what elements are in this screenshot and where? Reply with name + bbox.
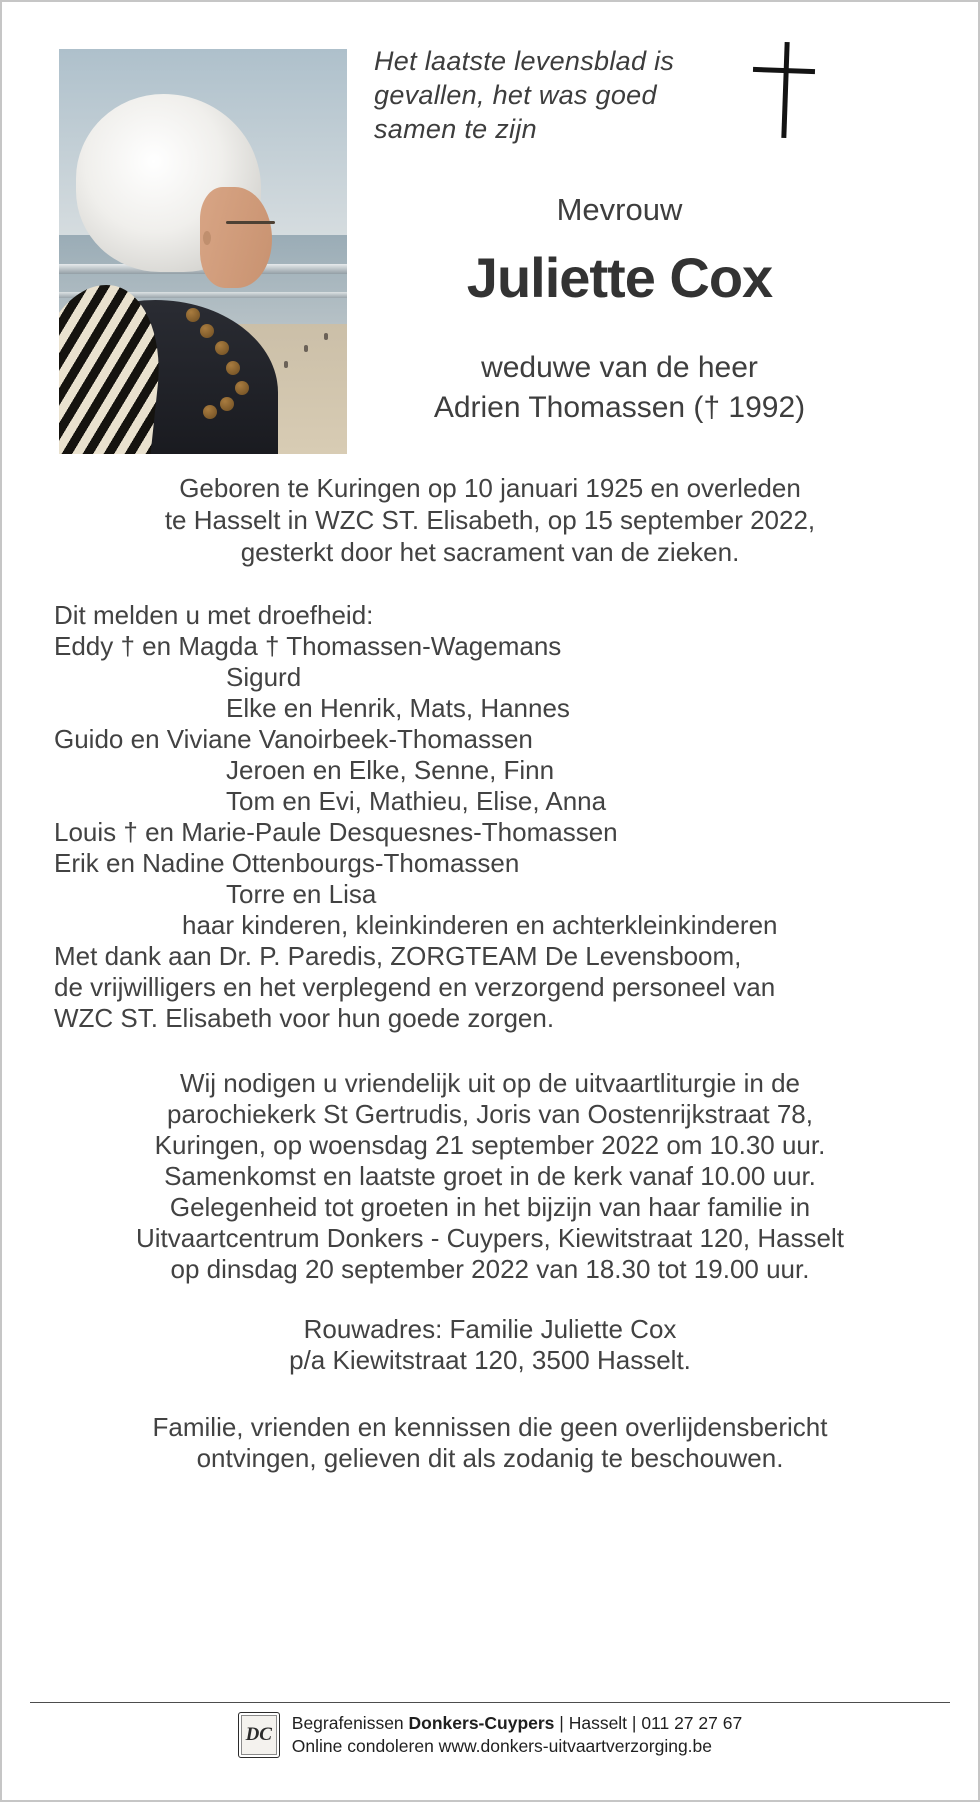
notice-line: Familie, vrienden en kennissen die geen overlijdensbericht	[152, 1412, 828, 1442]
invitation-line: Wij nodigen u vriendelijk uit op de uitvaartliturgie in de	[179, 1068, 800, 1098]
widow-of-lines	[347, 348, 892, 428]
family-line: Torre en Lisa	[226, 879, 377, 909]
notice-paragraph	[54, 1412, 926, 1474]
notice-line: ontvingen, gelieven dit als zodanig te beschouwen.	[196, 1443, 784, 1473]
footer-divider	[30, 1702, 950, 1703]
footer-line-2: Online condoleren www.donkers-uitvaartverzorging.be	[291, 1736, 713, 1756]
family-line: Tom en Evi, Mathieu, Elise, Anna	[226, 786, 607, 816]
family-line: Eddy † en Magda † Thomassen-Wagemans	[54, 631, 562, 661]
family-line: Sigurd	[226, 662, 302, 692]
footer-text	[292, 1712, 742, 1758]
mourning-address	[54, 1314, 926, 1376]
quote-line: samen te zijn	[374, 114, 537, 144]
footer	[2, 1712, 978, 1758]
portrait-photo	[59, 49, 347, 454]
family-section	[54, 600, 926, 1034]
family-line: Jeroen en Elke, Senne, Finn	[226, 755, 555, 785]
quote-line: gevallen, het was goed	[374, 80, 657, 110]
invitation-line: Uitvaartcentrum Donkers - Cuypers, Kiewitstraat 120, Hasselt	[135, 1223, 845, 1253]
salutation: Mevrouw	[556, 192, 683, 227]
footer-line-1: Begrafenissen Donkers-Cuypers | Hasselt | 011 27 27 67	[291, 1713, 743, 1733]
thanks-line: WZC ST. Elisabeth voor hun goede zorgen.	[54, 1003, 555, 1033]
photo-beach-figure	[304, 345, 308, 352]
thanks-line: Met dank aan Dr. P. Paredis, ZORGTEAM De Levensboom,	[54, 941, 742, 971]
deceased-name: Juliette Cox	[466, 246, 773, 309]
invitation-paragraph	[54, 1068, 926, 1285]
funeral-home-logo-icon: DC	[238, 1712, 280, 1758]
birth-death-line: te Hasselt in WZC ST. Elisabeth, op 15 september 2022,	[164, 505, 816, 535]
widow-line-2: Adrien Thomassen († 1992)	[433, 391, 806, 424]
funeral-home-name: Donkers-Cuypers	[408, 1713, 555, 1733]
widow-line-1: weduwe van de heer	[481, 351, 758, 384]
photo-beach-figure	[284, 361, 288, 368]
family-announcement: Dit melden u met droefheid:	[54, 600, 374, 630]
mourning-address-line: Rouwadres: Familie Juliette Cox	[303, 1314, 677, 1344]
invitation-line: Kuringen, op woensdag 21 september 2022 om 10.30 uur.	[154, 1130, 826, 1160]
cross-icon	[744, 42, 826, 138]
birth-death-line: gesterkt door het sacrament van de zieken.	[240, 537, 740, 567]
invitation-line: op dinsdag 20 september 2022 van 18.30 tot 19.00 uur.	[170, 1254, 810, 1284]
quote-line: Het laatste levensblad is	[374, 46, 675, 76]
memorial-quote	[374, 44, 674, 146]
birth-death-line: Geboren te Kuringen op 10 januari 1925 en overleden	[179, 473, 801, 503]
family-line: Elke en Henrik, Mats, Hannes	[226, 693, 570, 723]
birth-death-paragraph	[54, 472, 926, 568]
invitation-line: parochiekerk St Gertrudis, Joris van Oostenrijkstraat 78,	[167, 1099, 813, 1129]
invitation-line: Gelegenheid tot groeten in het bijzijn van haar familie in	[169, 1192, 811, 1222]
thanks-line: de vrijwilligers en het verplegend en verzorgend personeel van	[54, 972, 776, 1002]
family-relation-line: haar kinderen, kleinkinderen en achterkleinkinderen	[182, 910, 778, 940]
family-line: Guido en Viviane Vanoirbeek-Thomassen	[54, 724, 533, 754]
woman-glasses	[226, 221, 275, 224]
family-line: Louis † en Marie-Paule Desquesnes-Thomassen	[54, 817, 618, 847]
invitation-line: Samenkomst en laatste groet in de kerk vanaf 10.00 uur.	[164, 1161, 816, 1191]
photo-beach-figure	[324, 333, 328, 340]
family-line: Erik en Nadine Ottenbourgs-Thomassen	[54, 848, 520, 878]
mourning-address-line: p/a Kiewitstraat 120, 3500 Hasselt.	[289, 1345, 691, 1375]
